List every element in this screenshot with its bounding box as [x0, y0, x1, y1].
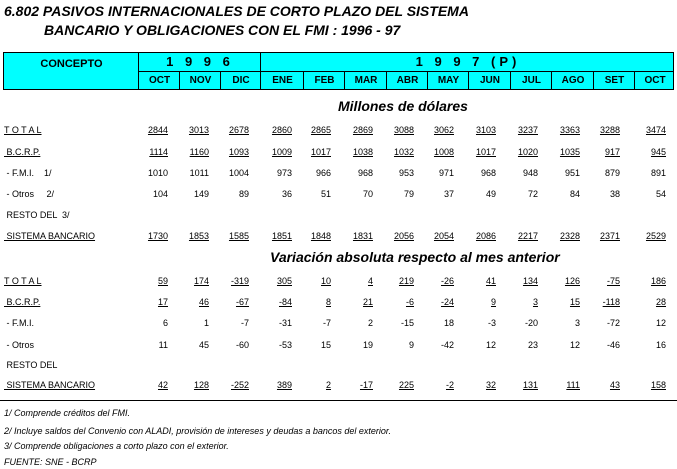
table-cell: 134	[522, 276, 538, 286]
table-cell: -84	[278, 297, 292, 307]
table-cell: 16	[655, 340, 666, 350]
table-cell: -24	[440, 297, 454, 307]
table-cell: 149	[193, 189, 209, 199]
table-header	[3, 52, 674, 90]
table-cell: 3	[574, 318, 580, 328]
header-month-divider	[427, 71, 428, 89]
table-cell: 45	[198, 340, 209, 350]
month-header: ABR	[396, 75, 419, 86]
table-cell: 8	[325, 297, 331, 307]
row-label: - Otros	[4, 340, 35, 350]
table-cell: 89	[238, 189, 249, 199]
table-cell: 41	[485, 276, 496, 286]
table-cell: 3474	[645, 125, 666, 135]
row-label: B.C.R.P.	[4, 147, 41, 157]
table-cell: 3288	[599, 125, 620, 135]
table-cell: 2056	[393, 231, 414, 241]
table-cell: 70	[362, 189, 373, 199]
month-header: FEB	[314, 75, 335, 86]
table-cell: 79	[403, 189, 414, 199]
table-cell: 2	[325, 380, 331, 390]
table-cell: -20	[524, 318, 538, 328]
table-cell: 389	[276, 380, 292, 390]
table-cell: 2860	[271, 125, 292, 135]
table-cell: 891	[650, 168, 666, 178]
row-label: SISTEMA BANCARIO	[4, 231, 96, 241]
table-cell: 2086	[475, 231, 496, 241]
header-month-divider	[386, 71, 387, 89]
table-cell: 4	[367, 276, 373, 286]
table-cell: 12	[655, 318, 666, 328]
table-cell: 12	[569, 340, 580, 350]
table-cell: 72	[527, 189, 538, 199]
table-cell: 2869	[352, 125, 373, 135]
table-cell: -75	[606, 276, 620, 286]
table-cell: 1032	[393, 147, 414, 157]
table-cell: 1017	[475, 147, 496, 157]
table-cell: -46	[606, 340, 620, 350]
table-cell: 973	[276, 168, 292, 178]
table-cell: 948	[522, 168, 538, 178]
table-cell: 54	[655, 189, 666, 199]
year-1997-header: 1 9 9 7 (P)	[415, 54, 521, 69]
table-cell: 3013	[188, 125, 209, 135]
table-cell: -7	[240, 318, 249, 328]
table-cell: 225	[398, 380, 414, 390]
table-cell: 968	[480, 168, 496, 178]
table-cell: 971	[438, 168, 454, 178]
table-cell: 84	[569, 189, 580, 199]
table-cell: 1114	[149, 147, 168, 157]
table-cell: 966	[315, 168, 331, 178]
table-cell: 131	[522, 380, 538, 390]
row-label: SISTEMA BANCARIO	[4, 380, 96, 390]
month-header: JUN	[479, 75, 500, 86]
table-cell: 1010	[147, 168, 168, 178]
row-label: B.C.R.P.	[4, 297, 41, 307]
table-cell: 32	[485, 380, 496, 390]
row-label: - Otros 2/	[4, 189, 55, 199]
table-cell: 111	[566, 380, 580, 390]
header-month-divider	[551, 71, 552, 89]
year-1996-header: 1 9 9 6	[166, 54, 234, 69]
table-cell: 1008	[433, 147, 454, 157]
table-cell: 1093	[228, 147, 249, 157]
table-cell: 174	[193, 276, 209, 286]
table-cell: 3088	[393, 125, 414, 135]
table-cell: 46	[198, 297, 209, 307]
footnote: 1/ Comprende créditos del FMI.	[4, 408, 131, 418]
month-header: OCT	[148, 75, 171, 86]
table-cell: 2217	[517, 231, 538, 241]
header-month-divider	[303, 71, 304, 89]
table-cell: 1	[203, 318, 209, 328]
table-cell: 43	[609, 380, 620, 390]
table-cell: 42	[157, 380, 168, 390]
table-cell: 17	[157, 297, 168, 307]
footnote: FUENTE: SNE - BCRP	[4, 457, 97, 467]
table-cell: 15	[569, 297, 580, 307]
table-cell: 186	[650, 276, 666, 286]
table-cell: 3	[532, 297, 538, 307]
table-cell: -2	[445, 380, 454, 390]
row-label: RESTO DEL	[4, 360, 58, 370]
table-cell: 38	[609, 189, 620, 199]
table-cell: 879	[604, 168, 620, 178]
concepto-header: CONCEPTO	[40, 58, 103, 70]
table-cell: 37	[443, 189, 454, 199]
table-cell: 968	[357, 168, 373, 178]
table-cell: -7	[322, 318, 331, 328]
table-cell: 1011	[189, 168, 209, 178]
table-cell: -6	[405, 297, 414, 307]
table-cell: -26	[440, 276, 454, 286]
table-cell: 3103	[475, 125, 496, 135]
table-cell: 1848	[310, 231, 331, 241]
table-cell: 6	[162, 318, 168, 328]
table-cell: 19	[362, 340, 373, 350]
row-label: RESTO DEL 3/	[4, 210, 70, 220]
table-cell: 1035	[559, 147, 580, 157]
month-header: JUL	[522, 75, 541, 86]
table-cell: 305	[276, 276, 292, 286]
header-month-divider	[634, 71, 635, 89]
table-cell: 2328	[559, 231, 580, 241]
table-cell: 1853	[188, 231, 209, 241]
table-cell: -31	[278, 318, 292, 328]
table-cell: -67	[235, 297, 249, 307]
row-label: T O T A L	[4, 125, 42, 135]
table-cell: -72	[606, 318, 620, 328]
table-cell: 1160	[189, 147, 209, 157]
table-cell: -15	[400, 318, 414, 328]
table-cell: 158	[650, 380, 666, 390]
table-cell: 104	[152, 189, 168, 199]
table-cell: 219	[398, 276, 414, 286]
table-cell: 917	[604, 147, 620, 157]
table-cell: 36	[281, 189, 292, 199]
table-cell: 51	[320, 189, 331, 199]
month-header: ENE	[272, 75, 293, 86]
table-cell: 951	[564, 168, 580, 178]
month-header: AGO	[561, 75, 585, 86]
table-cell: -17	[359, 380, 373, 390]
month-header: OCT	[644, 75, 666, 86]
table-cell: 18	[443, 318, 454, 328]
table-cell: -319	[230, 276, 249, 286]
table-cell: 49	[485, 189, 496, 199]
table-cell: 9	[408, 340, 414, 350]
table-cell: 2	[367, 318, 373, 328]
table-cell: 128	[193, 380, 209, 390]
table-cell: -3	[487, 318, 496, 328]
table-title-line1: 6.802 PASIVOS INTERNACIONALES DE CORTO PLAZO DEL SISTEMA	[4, 3, 469, 19]
table-cell: 3062	[433, 125, 454, 135]
header-month-divider	[220, 71, 221, 89]
table-cell: 953	[398, 168, 414, 178]
month-header: SET	[604, 75, 625, 86]
header-month-divider	[593, 71, 594, 89]
row-label: - F.M.I.	[4, 318, 34, 328]
table-cell: 21	[362, 297, 373, 307]
table-cell: 3237	[517, 125, 538, 135]
table-cell: 1020	[517, 147, 538, 157]
header-month-divider	[179, 71, 180, 89]
footnote: 3/ Comprende obligaciones a corto plazo con el exterior.	[4, 441, 229, 451]
row-label: - F.M.I. 1/	[4, 168, 52, 178]
table-cell: 2371	[599, 231, 620, 241]
footnote: 2/ Incluye saldos del Convenio con ALADI, provisión de intereses y deudas a bancos del exterior.	[4, 426, 392, 436]
table-cell: 1851	[271, 231, 292, 241]
table-cell: 3363	[559, 125, 580, 135]
table-cell: -118	[602, 297, 620, 307]
header-month-divider	[468, 71, 469, 89]
table-cell: 28	[655, 297, 666, 307]
footer-divider	[0, 400, 677, 401]
table-cell: 9	[490, 297, 496, 307]
table-cell: 12	[485, 340, 496, 350]
row-label: T O T A L	[4, 276, 42, 286]
table-cell: 1831	[352, 231, 373, 241]
table-cell: 59	[157, 276, 168, 286]
table-title-line2: BANCARIO Y OBLIGACIONES CON EL FMI : 1996 - 97	[44, 22, 401, 38]
table-cell: 1004	[228, 168, 249, 178]
table-cell: -42	[440, 340, 454, 350]
table-cell: 2054	[433, 231, 454, 241]
table-cell: 1009	[271, 147, 292, 157]
table-cell: 23	[527, 340, 538, 350]
table-cell: 1585	[228, 231, 249, 241]
table-cell: 15	[320, 340, 331, 350]
month-header: NOV	[189, 75, 212, 86]
header-month-divider	[510, 71, 511, 89]
table-cell: 2865	[310, 125, 331, 135]
table-cell: 2529	[645, 231, 666, 241]
table-cell: -60	[235, 340, 249, 350]
table-cell: 945	[650, 147, 666, 157]
table-cell: 11	[158, 340, 168, 350]
header-spacer	[4, 73, 138, 74]
table-cell: -53	[278, 340, 292, 350]
table-cell: -252	[230, 380, 249, 390]
header-month-divider	[344, 71, 345, 89]
month-header: MAY	[437, 75, 460, 86]
table-cell: 126	[564, 276, 580, 286]
table-cell: 1038	[352, 147, 373, 157]
table-cell: 1730	[147, 231, 168, 241]
month-header: MAR	[354, 75, 378, 86]
table-cell: 10	[320, 276, 331, 286]
section-title-variacion: Variación absoluta respecto al mes anterior	[270, 249, 560, 265]
table-cell: 2678	[228, 125, 249, 135]
month-header: DIC	[232, 75, 250, 86]
table-cell: 2844	[147, 125, 168, 135]
table-cell: 1017	[310, 147, 331, 157]
section-title-millones: Millones de dólares	[338, 98, 468, 114]
